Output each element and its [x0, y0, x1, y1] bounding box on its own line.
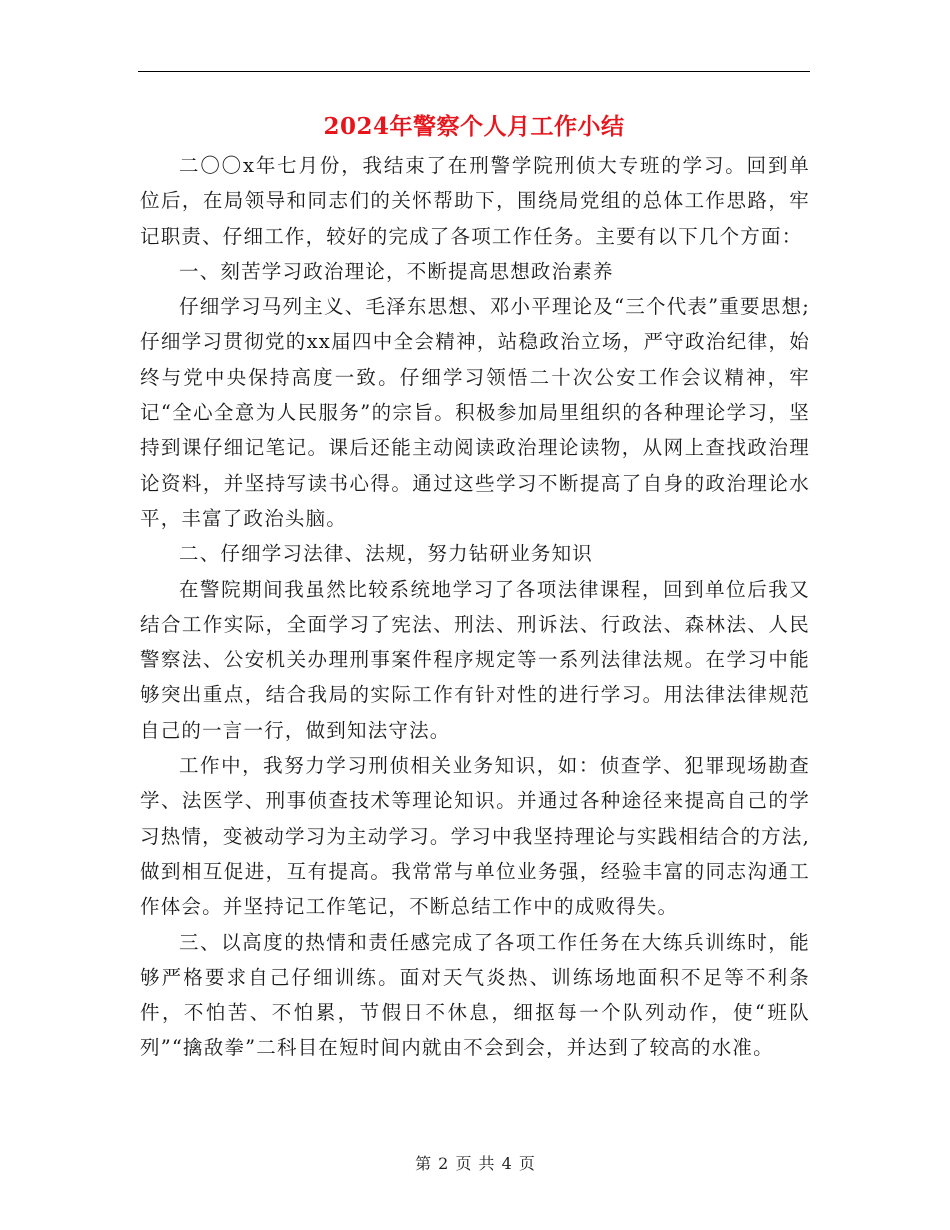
paragraph-work-study: 工作中，我努力学习刑侦相关业务知识，如：侦查学、犯罪现场勘查学、法医学、刑事侦查技术等理论知识。并通过各种途径来提高自己的学习热情，变被动学习为主动学习。学习中我坚持理论与实践相结合的方法,做到相互促进，互有提高。我常常与单位业务强，经验丰富的同志沟通工作体会。并坚持记工作笔记，不断总结工作中的成败得失。: [140, 754, 810, 919]
paragraph-intro: 二〇〇x年七月份，我结束了在刑警学院刑侦大专班的学习。回到单位后，在局领导和同志们的关怀帮助下，围绕局党组的总体工作思路，牢记职责、仔细工作，较好的完成了各项工作任务。主要有以下几个方面：: [140, 154, 810, 248]
section-heading-2: 二、仔细学习法律、法规，努力钻研业务知识: [179, 542, 594, 566]
page-number: 第 2 页 共 4 页: [415, 1154, 535, 1173]
header-rule: [138, 71, 810, 72]
paragraph-politics: 仔细学习马列主义、毛泽东思想、邓小平理论及“三个代表”重要思想;仔细学习贯彻党的xx届四中全会精神，站稳政治立场，严守政治纪律，始终与党中央保持高度一致。仔细学习领悟二十次公安工作会议精神，牢记“全心全意为人民服务”的宗旨。积极参加局里组织的各种理论学习，坚持到课仔细记笔记。课后还能主动阅读政治理论读物，从网上查找政治理论资料，并坚持写读书心得。通过这些学习不断提高了自身的政治理论水平，丰富了政治头脑。: [140, 295, 810, 530]
document-title: 2024年警察个人月工作小结: [323, 113, 625, 140]
document-body: [140, 148, 810, 1066]
paragraph-law-study: 在警院期间我虽然比较系统地学习了各项法律课程，回到单位后我又结合工作实际，全面学习了宪法、刑法、刑诉法、行政法、森林法、人民警察法、公安机关办理刑事案件程序规定等一系列法律法规。在学习中能够突出重点，结合我局的实际工作有针对性的进行学习。用法律法律规范自己的一言一行，做到知法守法。: [140, 577, 810, 742]
section-heading-1: 一、刻苦学习政治理论，不断提高思想政治素养: [179, 259, 614, 283]
paragraph-training: 三、以高度的热情和责任感完成了各项工作任务在大练兵训练时，能够严格要求自己仔细训练。面对天气炎热、训练场地面积不足等不利条件，不怕苦、不怕累，节假日不休息，细抠每一个队列动作，使“班队列”“擒敌拳”二科目在短时间内就由不会到会，并达到了较高的水准。: [140, 930, 810, 1060]
